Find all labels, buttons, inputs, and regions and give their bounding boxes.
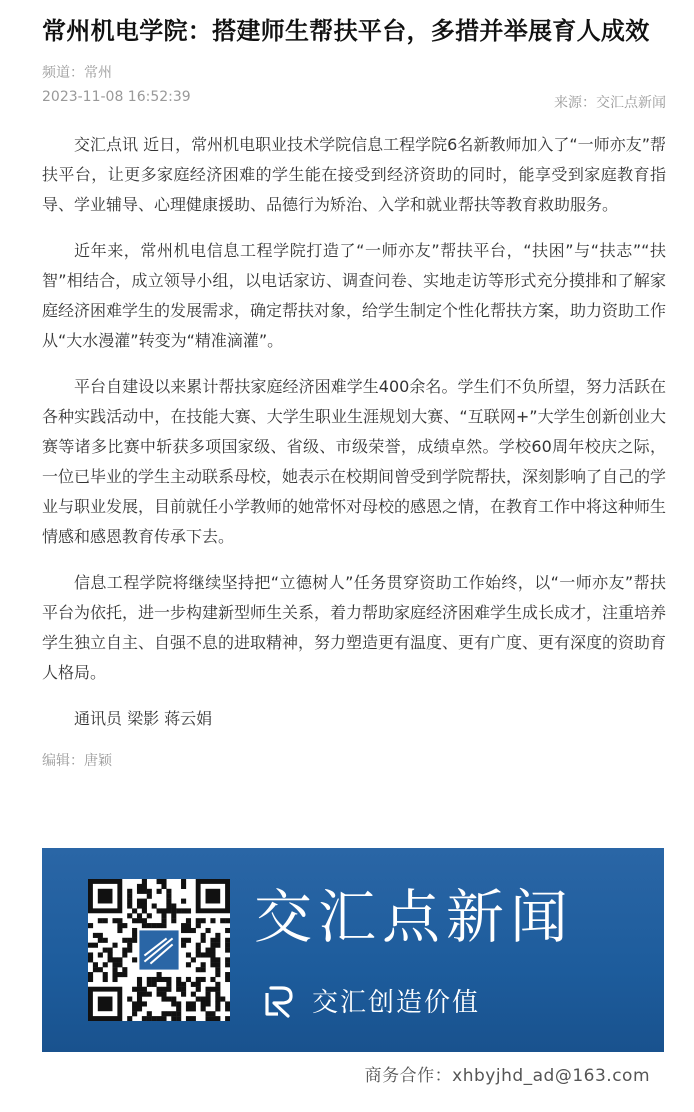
editor-label: 编辑：唐颖 [42,753,112,769]
publish-datetime: 2023-11-08 16:52:39 [42,89,191,105]
slogan-row [262,982,480,1019]
article-body [42,130,666,734]
business-contact: 商务合作：xhbyjhd_ad@163.com [364,1066,650,1086]
article-container [42,0,666,770]
article-paragraph: 信息工程学院将继续坚持把“立德树人”任务贯穿资助工作始终，以“一师亦友”帮扶平台为依托，进一步构建新型师生关系，着力帮助家庭经济困难学生成长成才，注重培养学生独立自主、自强不息的进取精神，努力塑造更有温度、更有广度、更有深度的资助育人格局。 [42,573,667,682]
article-title: 常州机电学院：搭建师生帮扶平台，多措并举展育人成效 [42,17,650,45]
source-label: 来源：交汇点新闻 [554,95,666,111]
article-paragraph: 平台自建设以来累计帮扶家庭经济困难学生400余名。学生们不负所望，努力活跃在各种实践活动中，在技能大赛、大学生职业生涯规划大赛、“互联网+”大学生创新创业大赛等诸多比赛中斩获多项国家级、省级、市级荣誉，成绩卓然。学校60周年校庆之际，一位已毕业的学生主动联系母校，她表示在校期间曾受到学院帮扶，深刻影响了自己的学业与职业发展，目前就任小学教师的她常怀对母校的感恩之情，在教育工作中将这种师生情感和感恩教育传承下去。 [42,377,667,546]
article-paragraph: 交汇点讯 近日，常州机电职业技术学院信息工程学院6名新教师加入了“一师亦友”帮扶平台，让更多家庭经济困难的学生能在接受到经济资助的同时，能享受到家庭教育指导、学业辅导、心理健康援助、品德行为矫治、入学和就业帮扶等教育救助服务。 [42,135,666,214]
promo-banner[interactable] [42,848,664,1052]
article-paragraph: 近年来，常州机电信息工程学院打造了“一师亦友”帮扶平台，“扶困”与“扶志”“扶智”相结合，成立领导小组，以电话家访、调查问卷、实地走访等形式充分摸排和了解家庭经济困难学生的发展需求，确定帮扶对象，给学生制定个性化帮扶方案，助力资助工作从“大水漫灌”转变为“精准滴灌”。 [42,241,667,350]
qr-code-icon [88,879,230,1021]
correspondent-line: 通讯员 梁影 蒋云娟 [74,709,213,728]
brand-name: 交汇点新闻 [254,883,575,951]
channel-label: 频道：常州 [42,65,112,81]
jiaohui-logo-icon [262,983,298,1019]
slogan: 交汇创造价值 [312,988,481,1018]
